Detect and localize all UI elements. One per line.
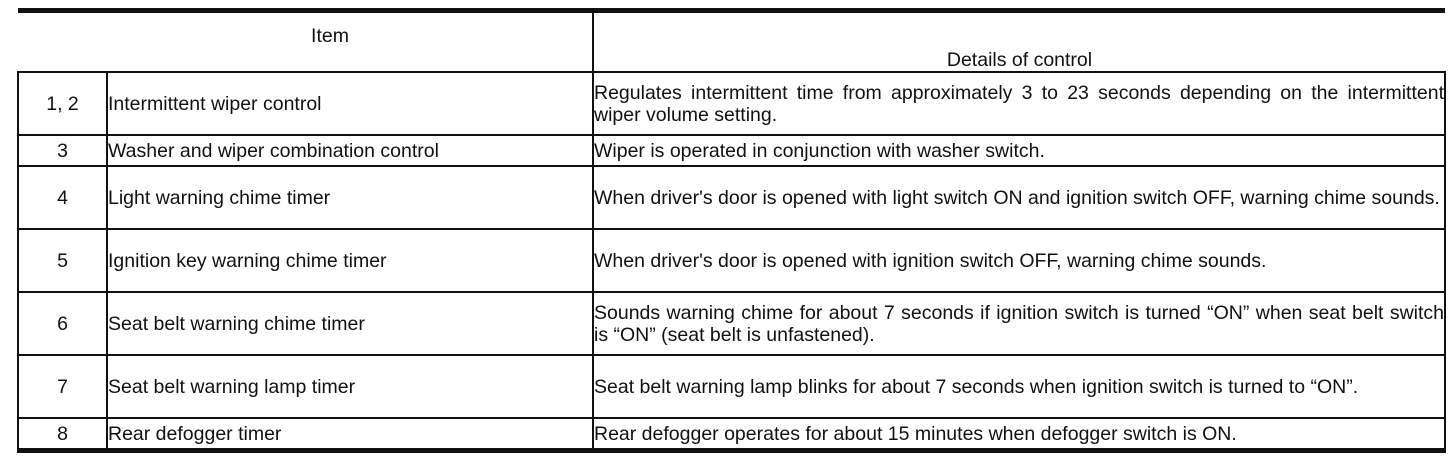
row-number: 8	[18, 418, 107, 451]
item-details: Rear defogger operates for about 15 minutes when defogger switch is ON.	[593, 418, 1445, 451]
row-number: 3	[18, 135, 107, 166]
item-details: Sounds warning chime for about 7 seconds if ignition switch is turned “ON” when seat belt switch is “ON” (seat belt is unfastened).	[593, 292, 1445, 355]
table-row	[18, 418, 1445, 451]
details-column-header: Details of control	[593, 11, 1445, 73]
control-details-table	[17, 8, 1446, 453]
table-header-row	[18, 11, 1445, 73]
row-number: 5	[18, 229, 107, 292]
item-details: Regulates intermittent time from approximately 3 to 23 seconds depending on the intermittent wiper volume setting.	[593, 72, 1445, 135]
item-details: Wiper is operated in conjunction with washer switch.	[593, 135, 1445, 166]
item-name: Washer and wiper combination control	[107, 135, 593, 166]
item-details: When driver's door is opened with light switch ON and ignition switch OFF, warning chime sounds.	[593, 166, 1445, 229]
item-details: Seat belt warning lamp blinks for about 7 seconds when ignition switch is turned to “ON”.	[593, 355, 1445, 418]
table-row	[18, 229, 1445, 292]
item-details: When driver's door is opened with ignition switch OFF, warning chime sounds.	[593, 229, 1445, 292]
item-name: Intermittent wiper control	[107, 72, 593, 135]
table-row	[18, 355, 1445, 418]
row-number: 4	[18, 166, 107, 229]
table-row	[18, 292, 1445, 355]
row-number: 1, 2	[18, 72, 107, 135]
item-column-header: Item	[18, 11, 593, 73]
table-row	[18, 166, 1445, 229]
item-name: Seat belt warning chime timer	[107, 292, 593, 355]
item-name: Light warning chime timer	[107, 166, 593, 229]
table-row	[18, 72, 1445, 135]
item-name: Ignition key warning chime timer	[107, 229, 593, 292]
row-number: 7	[18, 355, 107, 418]
table-row	[18, 135, 1445, 166]
item-name: Rear defogger timer	[107, 418, 593, 451]
row-number: 6	[18, 292, 107, 355]
item-name: Seat belt warning lamp timer	[107, 355, 593, 418]
